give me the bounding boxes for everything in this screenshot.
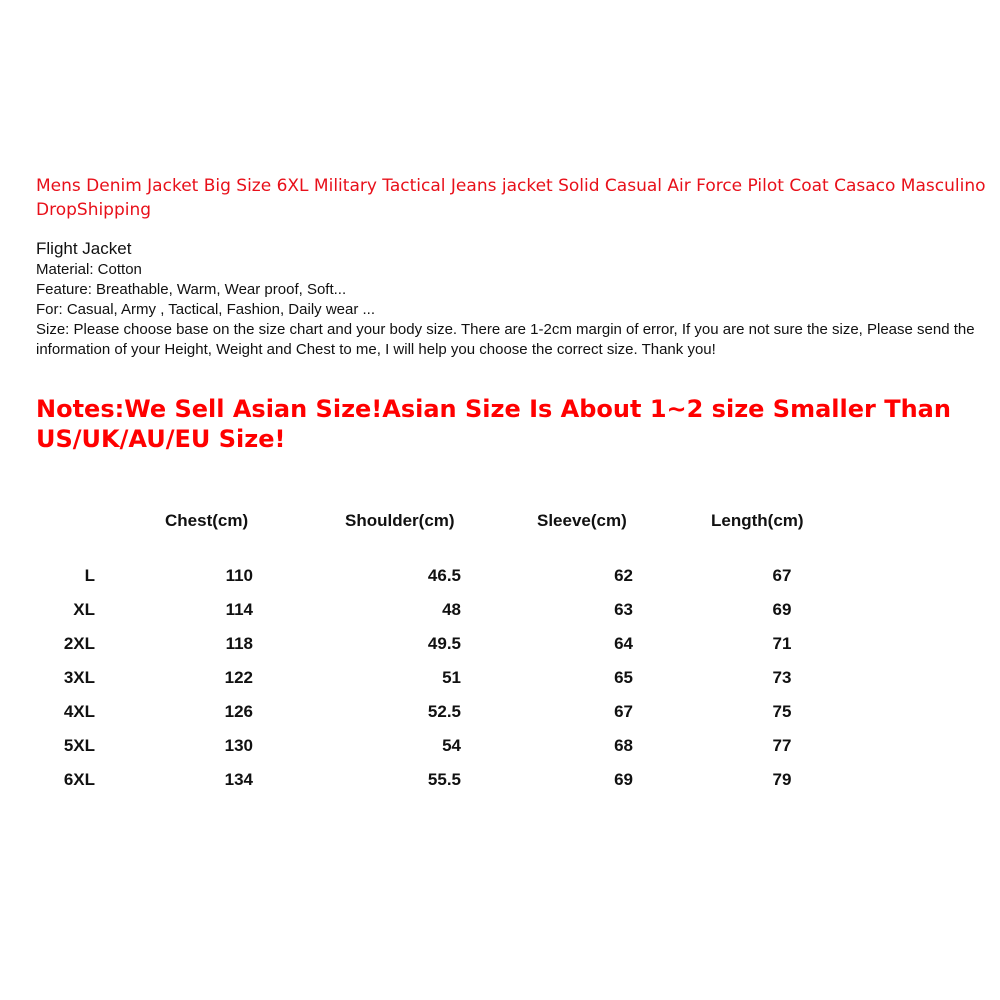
length-cell: 67	[772, 566, 792, 585]
length-cell: 77	[772, 736, 792, 755]
length-cell: 79	[772, 770, 792, 789]
product-description	[36, 238, 976, 360]
shoulder-cell: 52.5	[427, 702, 461, 721]
length-cell: 71	[772, 634, 792, 653]
chest-cell: 126	[224, 702, 253, 721]
description-heading: Flight Jacket	[36, 239, 132, 258]
length-cell: 75	[772, 702, 792, 721]
chest-cell: 118	[225, 634, 253, 653]
shoulder-cell: 55.5	[427, 770, 461, 789]
header-length: Length(cm)	[711, 511, 804, 530]
header-shoulder: Shoulder(cm)	[345, 511, 455, 530]
sleeve-cell: 64	[614, 634, 633, 653]
size-cell: 5XL	[63, 736, 95, 755]
sleeve-cell: 62	[614, 566, 633, 585]
size-cell: 4XL	[63, 702, 95, 721]
shoulder-cell: 51	[442, 668, 461, 687]
product-title: Mens Denim Jacket Big Size 6XL Military Tactical Jeans jacket Solid Casual Air Force Pilot Coat Casaco Masculino DropShipping	[36, 176, 986, 220]
length-cell: 69	[772, 600, 792, 619]
size-cell: 6XL	[63, 770, 95, 789]
sleeve-cell: 65	[614, 668, 633, 687]
sleeve-cell: 67	[614, 702, 633, 721]
sleeve-cell: 63	[614, 600, 633, 619]
shoulder-cell: 46.5	[427, 566, 461, 585]
shoulder-cell: 48	[442, 600, 461, 619]
sleeve-cell: 68	[614, 736, 633, 755]
size-cell: XL	[73, 600, 95, 619]
shoulder-cell: 49.5	[427, 634, 461, 653]
size-notes: Notes:We Sell Asian Size!Asian Size Is About 1~2 size Smaller Than US/UK/AU/EU Size!	[36, 395, 951, 453]
description-usage: For: Casual, Army , Tactical, Fashion, Daily wear ...	[36, 301, 376, 318]
description-material: Material: Cotton	[36, 261, 142, 278]
sleeve-cell: 69	[614, 770, 633, 789]
length-cell: 73	[772, 668, 792, 687]
chest-cell: 122	[224, 668, 253, 687]
size-cell: 3XL	[63, 668, 95, 687]
size-cell: L	[84, 566, 95, 585]
description-feature: Feature: Breathable, Warm, Wear proof, Soft...	[36, 281, 347, 298]
chest-cell: 134	[224, 770, 253, 789]
chest-cell: 114	[225, 600, 253, 619]
header-sleeve: Sleeve(cm)	[537, 511, 627, 530]
description-size-note: Size: Please choose base on the size chart and your body size. There are 1-2cm margin of error, If you are not sure the size, Please send the information of your Height, Weight and Chest to me, I will help you choose the correct size. Thank you!	[36, 321, 975, 358]
size-cell: 2XL	[63, 634, 95, 653]
header-chest: Chest(cm)	[165, 511, 249, 530]
chest-cell: 130	[224, 736, 253, 755]
chest-cell: 110	[225, 566, 253, 585]
shoulder-cell: 54	[442, 736, 461, 755]
